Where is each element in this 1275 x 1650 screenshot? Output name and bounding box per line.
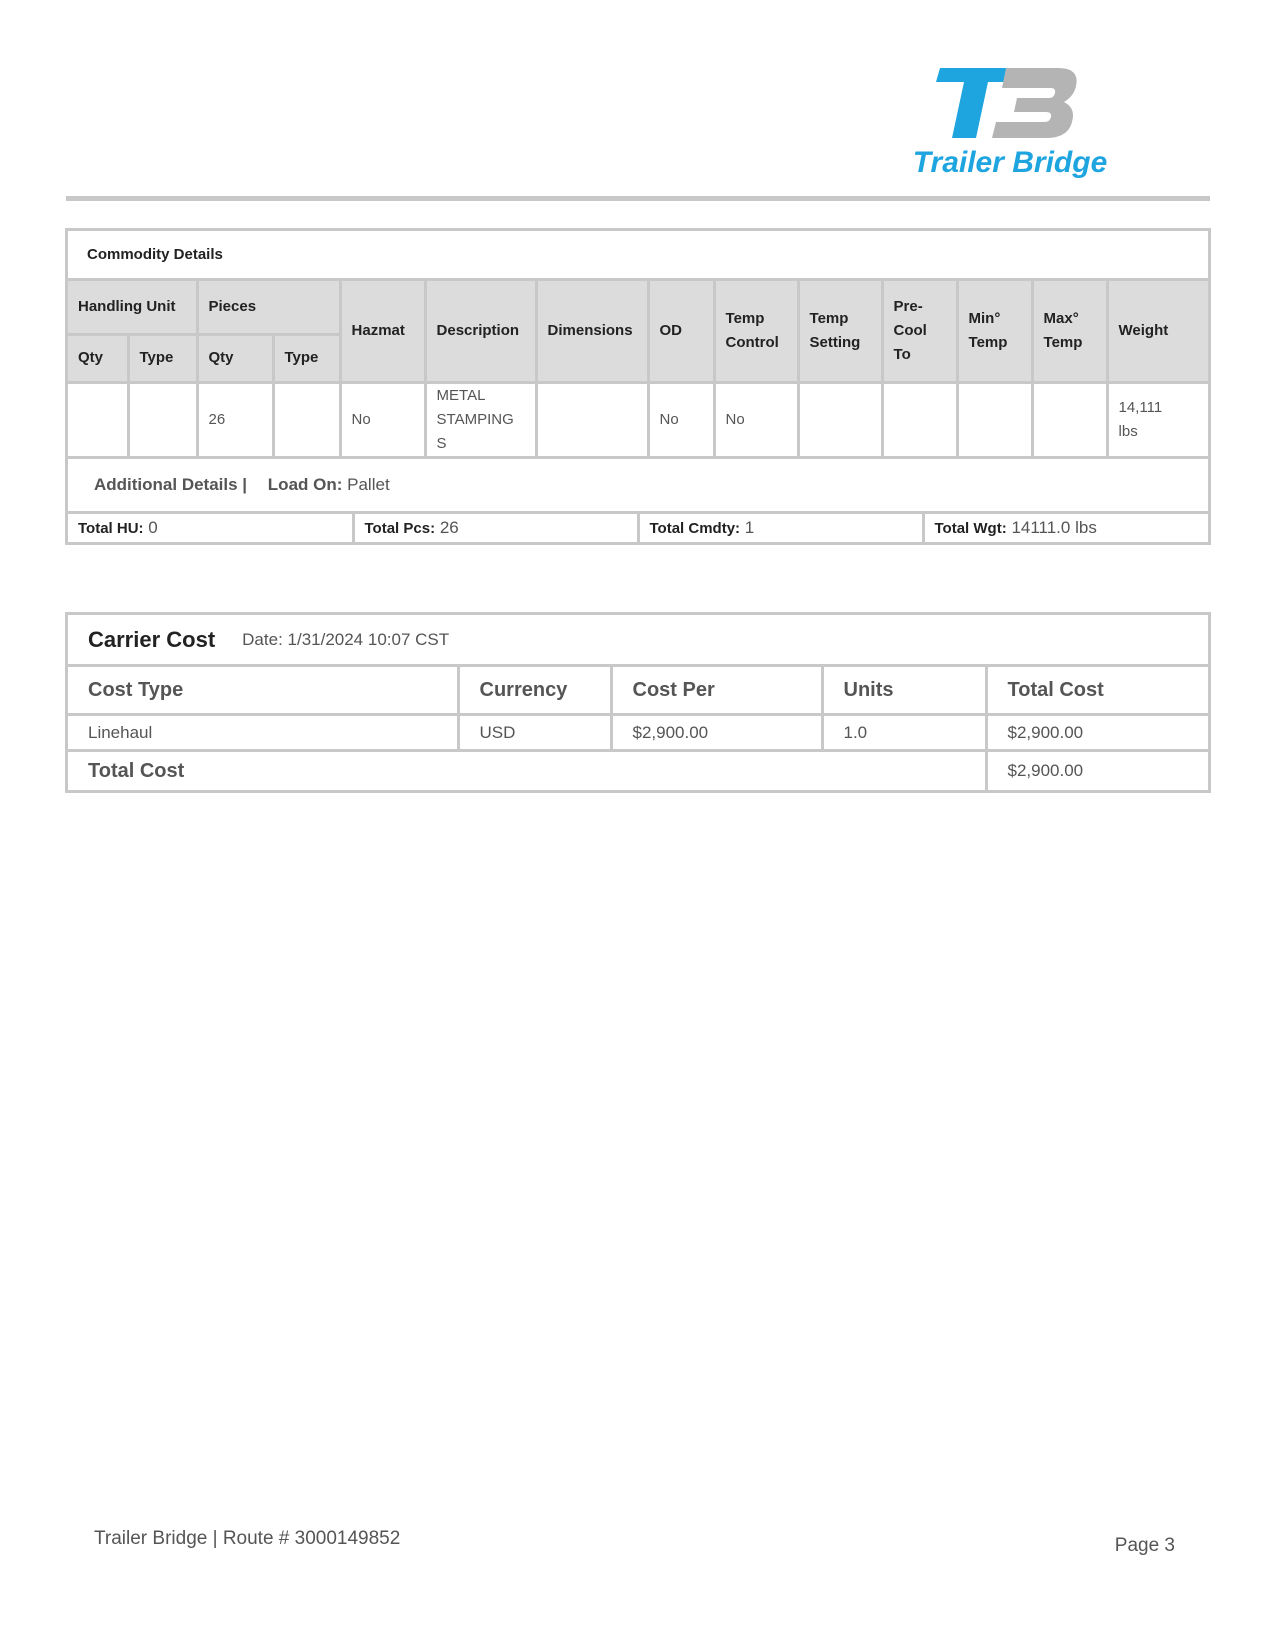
- additional-details-label: Additional Details |: [94, 474, 248, 494]
- handling-unit-header: Handling Unit: [68, 281, 197, 334]
- dimensions-cell: [536, 382, 648, 457]
- od-header: OD: [648, 281, 714, 382]
- cost-per-header: Cost Per: [611, 667, 822, 715]
- cost-type-cell: Linehaul: [68, 715, 458, 751]
- carrier-cost-title: Carrier Cost: [88, 626, 216, 652]
- page-number: Page 3: [1114, 1535, 1175, 1556]
- hu-qty-header: Qty: [68, 334, 128, 382]
- commodity-row: [68, 382, 1208, 457]
- temp-setting-cell: [798, 382, 882, 457]
- trailer-bridge-logo: [910, 60, 1110, 185]
- additional-details-row: [68, 457, 1208, 511]
- carrier-cost-date: Date: 1/31/2024 10:07 CST: [242, 629, 450, 649]
- currency-cell: USD: [458, 715, 611, 751]
- weight-cell: 14,111 lbs: [1107, 382, 1208, 457]
- hazmat-cell: No: [340, 382, 425, 457]
- footer-route: Trailer Bridge | Route # 3000149852: [94, 1528, 401, 1549]
- min-temp-header: Min° Temp: [957, 281, 1032, 382]
- total-cost-label: Total Cost: [68, 751, 986, 791]
- total-cmdty: Total Cmdty: 1: [638, 512, 923, 542]
- hu-qty-cell: [68, 382, 128, 457]
- commodity-totals: [68, 511, 1208, 542]
- header-rule: [66, 196, 1210, 201]
- cost-per-cell: $2,900.00: [611, 715, 822, 751]
- pieces-type-header: Type: [273, 334, 340, 382]
- min-temp-cell: [957, 382, 1032, 457]
- total-cost-row: [68, 751, 1208, 791]
- total-cost-header: Total Cost: [986, 667, 1208, 715]
- svg-text:Trailer Bridge: Trailer Bridge: [912, 146, 1108, 179]
- total-pcs: Total Pcs: 26: [353, 512, 638, 542]
- weight-header: Weight: [1107, 281, 1208, 382]
- hu-type-header: Type: [128, 334, 197, 382]
- description-header: Description: [425, 281, 536, 382]
- load-on-value: Pallet: [347, 474, 390, 494]
- total-wgt: Total Wgt: 14111.0 lbs: [923, 512, 1208, 542]
- load-on-label: Load On:: [267, 474, 343, 494]
- carrier-cost-section: [65, 612, 1211, 793]
- od-cell: No: [648, 382, 714, 457]
- pieces-qty-header: Qty: [197, 334, 273, 382]
- total-cost-cell: $2,900.00: [986, 715, 1208, 751]
- table-row: [68, 715, 1208, 751]
- temp-control-cell: No: [714, 382, 798, 457]
- pieces-qty-cell: 26: [197, 382, 273, 457]
- commodity-details-title: Commodity Details: [68, 231, 1208, 281]
- total-cost-value: $2,900.00: [986, 751, 1208, 791]
- dimensions-header: Dimensions: [536, 281, 648, 382]
- description-cell: METAL STAMPING S: [425, 382, 536, 457]
- pieces-header: Pieces: [197, 281, 340, 334]
- currency-header: Currency: [458, 667, 611, 715]
- hu-type-cell: [128, 382, 197, 457]
- max-temp-cell: [1032, 382, 1107, 457]
- hazmat-header: Hazmat: [340, 281, 425, 382]
- pieces-type-cell: [273, 382, 340, 457]
- temp-control-header: Temp Control: [714, 281, 798, 382]
- units-header: Units: [822, 667, 986, 715]
- carrier-cost-table: [68, 667, 1208, 790]
- cost-type-header: Cost Type: [68, 667, 458, 715]
- commodity-details-section: [65, 228, 1211, 545]
- precool-header: Pre- Cool To: [882, 281, 957, 382]
- total-hu: Total HU: 0: [78, 517, 158, 537]
- temp-setting-header: Temp Setting: [798, 281, 882, 382]
- precool-cell: [882, 382, 957, 457]
- units-cell: 1.0: [822, 715, 986, 751]
- commodity-table: [68, 281, 1208, 511]
- max-temp-header: Max° Temp: [1032, 281, 1107, 382]
